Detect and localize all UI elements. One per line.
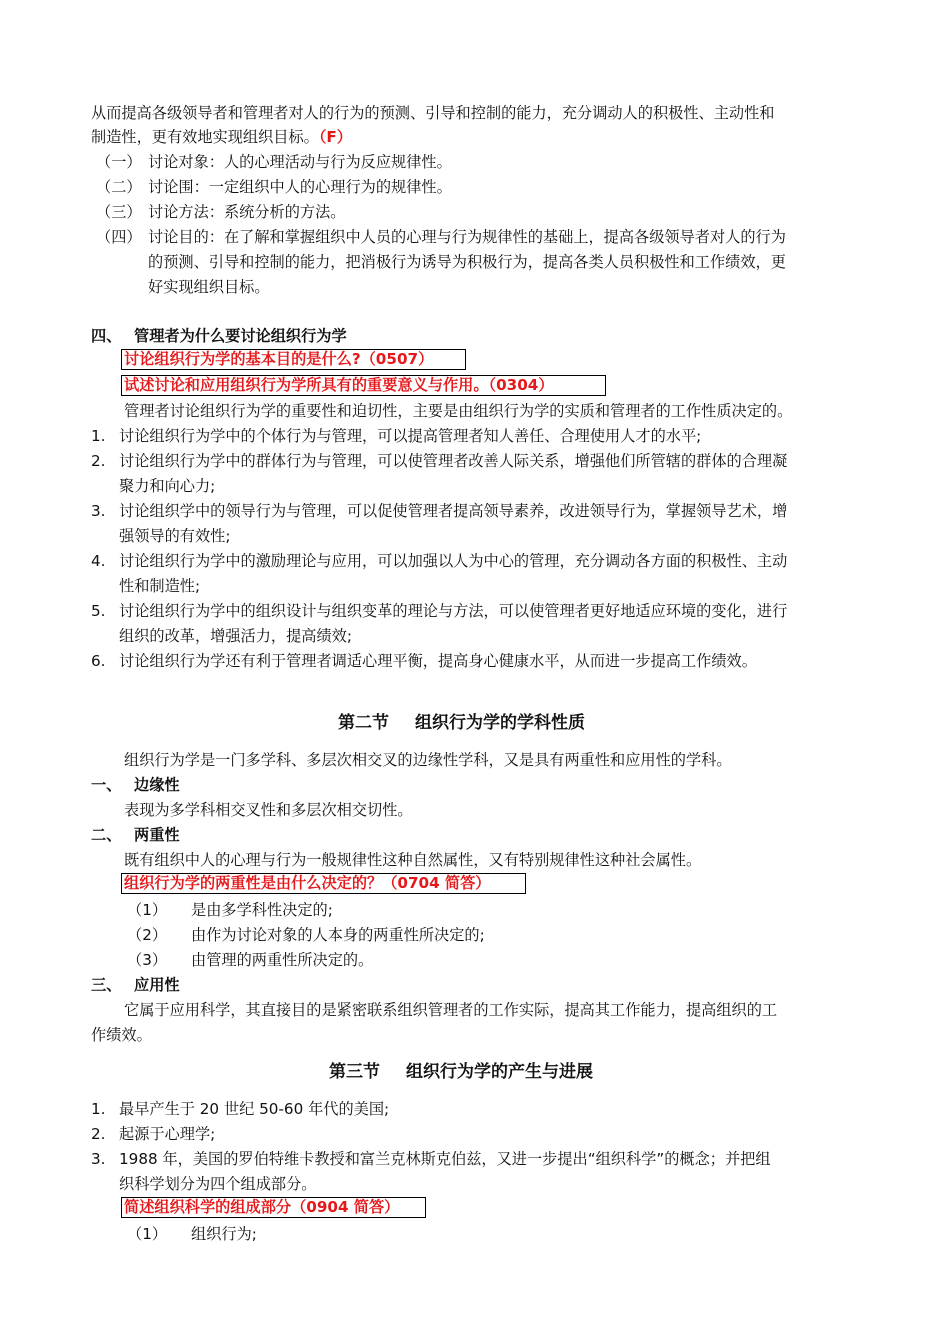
c3-item-1-text: 最早产生于 20 世纪 50-60 年代的美国; xyxy=(119,1100,390,1118)
c3-sub-1-text: 组织行为; xyxy=(191,1225,257,1243)
c2-s2-no: 二、 xyxy=(91,826,122,844)
s4-item-2-no: 2. xyxy=(91,452,106,470)
c2-s2-item-1-text: 是由多学科性决定的; xyxy=(191,901,333,919)
study-item-2-no: （二） xyxy=(96,178,142,196)
c2-s1-title: 边缘性 xyxy=(134,776,180,794)
c3-item-2-no: 2. xyxy=(91,1125,106,1143)
exam-question-1: 讨论组织行为学的基本目的是什么?（0507） xyxy=(124,350,434,368)
c2-s2-item-1-no: （1） xyxy=(127,901,168,919)
exam-question-4: 简述组织科学的组成部分（0904 简答） xyxy=(124,1198,400,1216)
c2-s3-title: 应用性 xyxy=(134,976,180,994)
exam-question-3: 组织行为学的两重性是由什么决定的？（0704 简答） xyxy=(124,874,491,892)
c2-s2-item-2-no: （2） xyxy=(127,926,168,944)
exam-question-box-3 xyxy=(121,873,526,894)
s4-item-1-text: 讨论组织行为学中的个体行为与管理，可以提高管理者知人善任、合理使用人才的水平; xyxy=(119,427,702,445)
c2-s2-title: 两重性 xyxy=(134,826,180,844)
c2-s1-text: 表现为多学科相交叉性和多层次相交切性。 xyxy=(124,801,413,819)
s4-item-5-line-1: 讨论组织行为学中的组织设计与组织变革的理论与方法，可以使管理者更好地适应环境的变化，进行 xyxy=(119,602,788,620)
c3-sub-1-no: （1） xyxy=(127,1225,168,1243)
c2-s1-no: 一、 xyxy=(91,776,122,794)
chapter-2-title: 组织行为学的学科性质 xyxy=(415,713,585,733)
chapter-3-heading xyxy=(329,1061,593,1083)
intro-line-2-text: 制造性，更有效地实现组织目标。 xyxy=(91,128,319,146)
study-item-2-text: 讨论围：一定组织中人的心理行为的规律性。 xyxy=(148,178,452,196)
study-item-4-no: （四） xyxy=(96,228,142,246)
s4-item-6-text: 讨论组织行为学还有利于管理者调适心理平衡，提高身心健康水平，从而进一步提高工作绩效。 xyxy=(119,652,757,670)
c3-item-1-no: 1. xyxy=(91,1100,106,1118)
c2-s2-text: 既有组织中人的心理与行为一般规律性这种自然属性，又有特别规律性这种社会属性。 xyxy=(124,851,702,869)
intro-answer-mark: （F） xyxy=(318,128,352,146)
exam-question-box-1 xyxy=(121,349,466,370)
chapter-2-lead: 组织行为学是一门多学科、多层次相交叉的边缘性学科，又是具有两重性和应用性的学科。 xyxy=(124,751,732,769)
c2-s3-line-1: 它属于应用科学，其直接目的是紧密联系组织管理者的工作实际，提高其工作能力，提高组织的工 xyxy=(124,1001,778,1019)
study-item-4-line-1: 讨论目的：在了解和掌握组织中人员的心理与行为规律性的基础上，提高各级领导者对人的行为 xyxy=(148,228,786,246)
study-item-4-line-2: 的预测、引导和控制的能力，把消极行为诱导为积极行为，提高各类人员积极性和工作绩效，更 xyxy=(148,253,786,271)
s4-item-5-line-2: 组织的改革，增强活力，提高绩效; xyxy=(119,627,352,645)
chapter-2-heading xyxy=(338,712,585,734)
chapter-3-title: 组织行为学的产生与进展 xyxy=(406,1062,593,1082)
s4-item-4-no: 4. xyxy=(91,552,106,570)
section-4-title: 管理者为什么要讨论组织行为学 xyxy=(134,327,347,345)
s4-item-2-line-2: 聚力和向心力; xyxy=(119,477,216,495)
s4-item-6-no: 6. xyxy=(91,652,106,670)
section-4-no: 四、 xyxy=(91,327,122,345)
section-4-lead: 管理者讨论组织行为学的重要性和迫切性，主要是由组织行为学的实质和管理者的工作性质决定的。 xyxy=(124,402,793,420)
s4-item-2-line-1: 讨论组织行为学中的群体行为与管理，可以使管理者改善人际关系，增强他们所管辖的群体的合理凝 xyxy=(119,452,788,470)
c2-s2-item-3-text: 由管理的两重性所决定的。 xyxy=(191,951,374,969)
s4-item-5-no: 5. xyxy=(91,602,106,620)
study-item-4-line-3: 好实现组织目标。 xyxy=(148,278,270,296)
s4-item-4-line-1: 讨论组织行为学中的激励理论与应用，可以加强以人为中心的管理，充分调动各方面的积极性、主动 xyxy=(119,552,788,570)
c2-s2-item-3-no: （3） xyxy=(127,951,168,969)
chapter-2-no: 第二节 xyxy=(338,713,389,733)
s4-item-3-line-2: 强领导的有效性; xyxy=(119,527,231,545)
exam-question-2: 试述讨论和应用组织行为学所具有的重要意义与作用。（0304） xyxy=(124,376,554,394)
study-item-3-no: （三） xyxy=(96,203,142,221)
study-item-1-text: 讨论对象：人的心理活动与行为反应规律性。 xyxy=(148,153,452,171)
c3-item-3-line-1: 1988 年，美国的罗伯特维卡教授和富兰克林斯克伯兹，又进一步提出“组织科学”的概念；并把组 xyxy=(119,1150,771,1168)
study-item-3-text: 讨论方法：系统分析的方法。 xyxy=(148,203,346,221)
intro-line-1: 从而提高各级领导者和管理者对人的行为的预测、引导和控制的能力，充分调动人的积极性、主动性和 xyxy=(91,104,775,122)
s4-item-3-line-1: 讨论组织学中的领导行为与管理，可以促使管理者提高领导素养，改进领导行为，掌握领导艺术，增 xyxy=(119,502,788,520)
c3-item-3-no: 3. xyxy=(91,1150,106,1168)
c3-item-3-line-2: 织科学划分为四个组成部分。 xyxy=(119,1175,317,1193)
chapter-3-no: 第三节 xyxy=(329,1062,380,1082)
exam-question-box-2 xyxy=(121,375,606,396)
s4-item-3-no: 3. xyxy=(91,502,106,520)
c3-item-2-text: 起源于心理学; xyxy=(119,1125,216,1143)
exam-question-box-4 xyxy=(121,1197,426,1218)
study-item-1-no: （一） xyxy=(96,153,142,171)
c2-s3-line-2: 作绩效。 xyxy=(91,1026,152,1044)
c2-s2-item-2-text: 由作为讨论对象的人本身的两重性所决定的; xyxy=(191,926,485,944)
s4-item-4-line-2: 性和制造性; xyxy=(119,577,201,595)
c2-s3-no: 三、 xyxy=(91,976,122,994)
intro-line-2 xyxy=(91,127,352,147)
s4-item-1-no: 1. xyxy=(91,427,106,445)
